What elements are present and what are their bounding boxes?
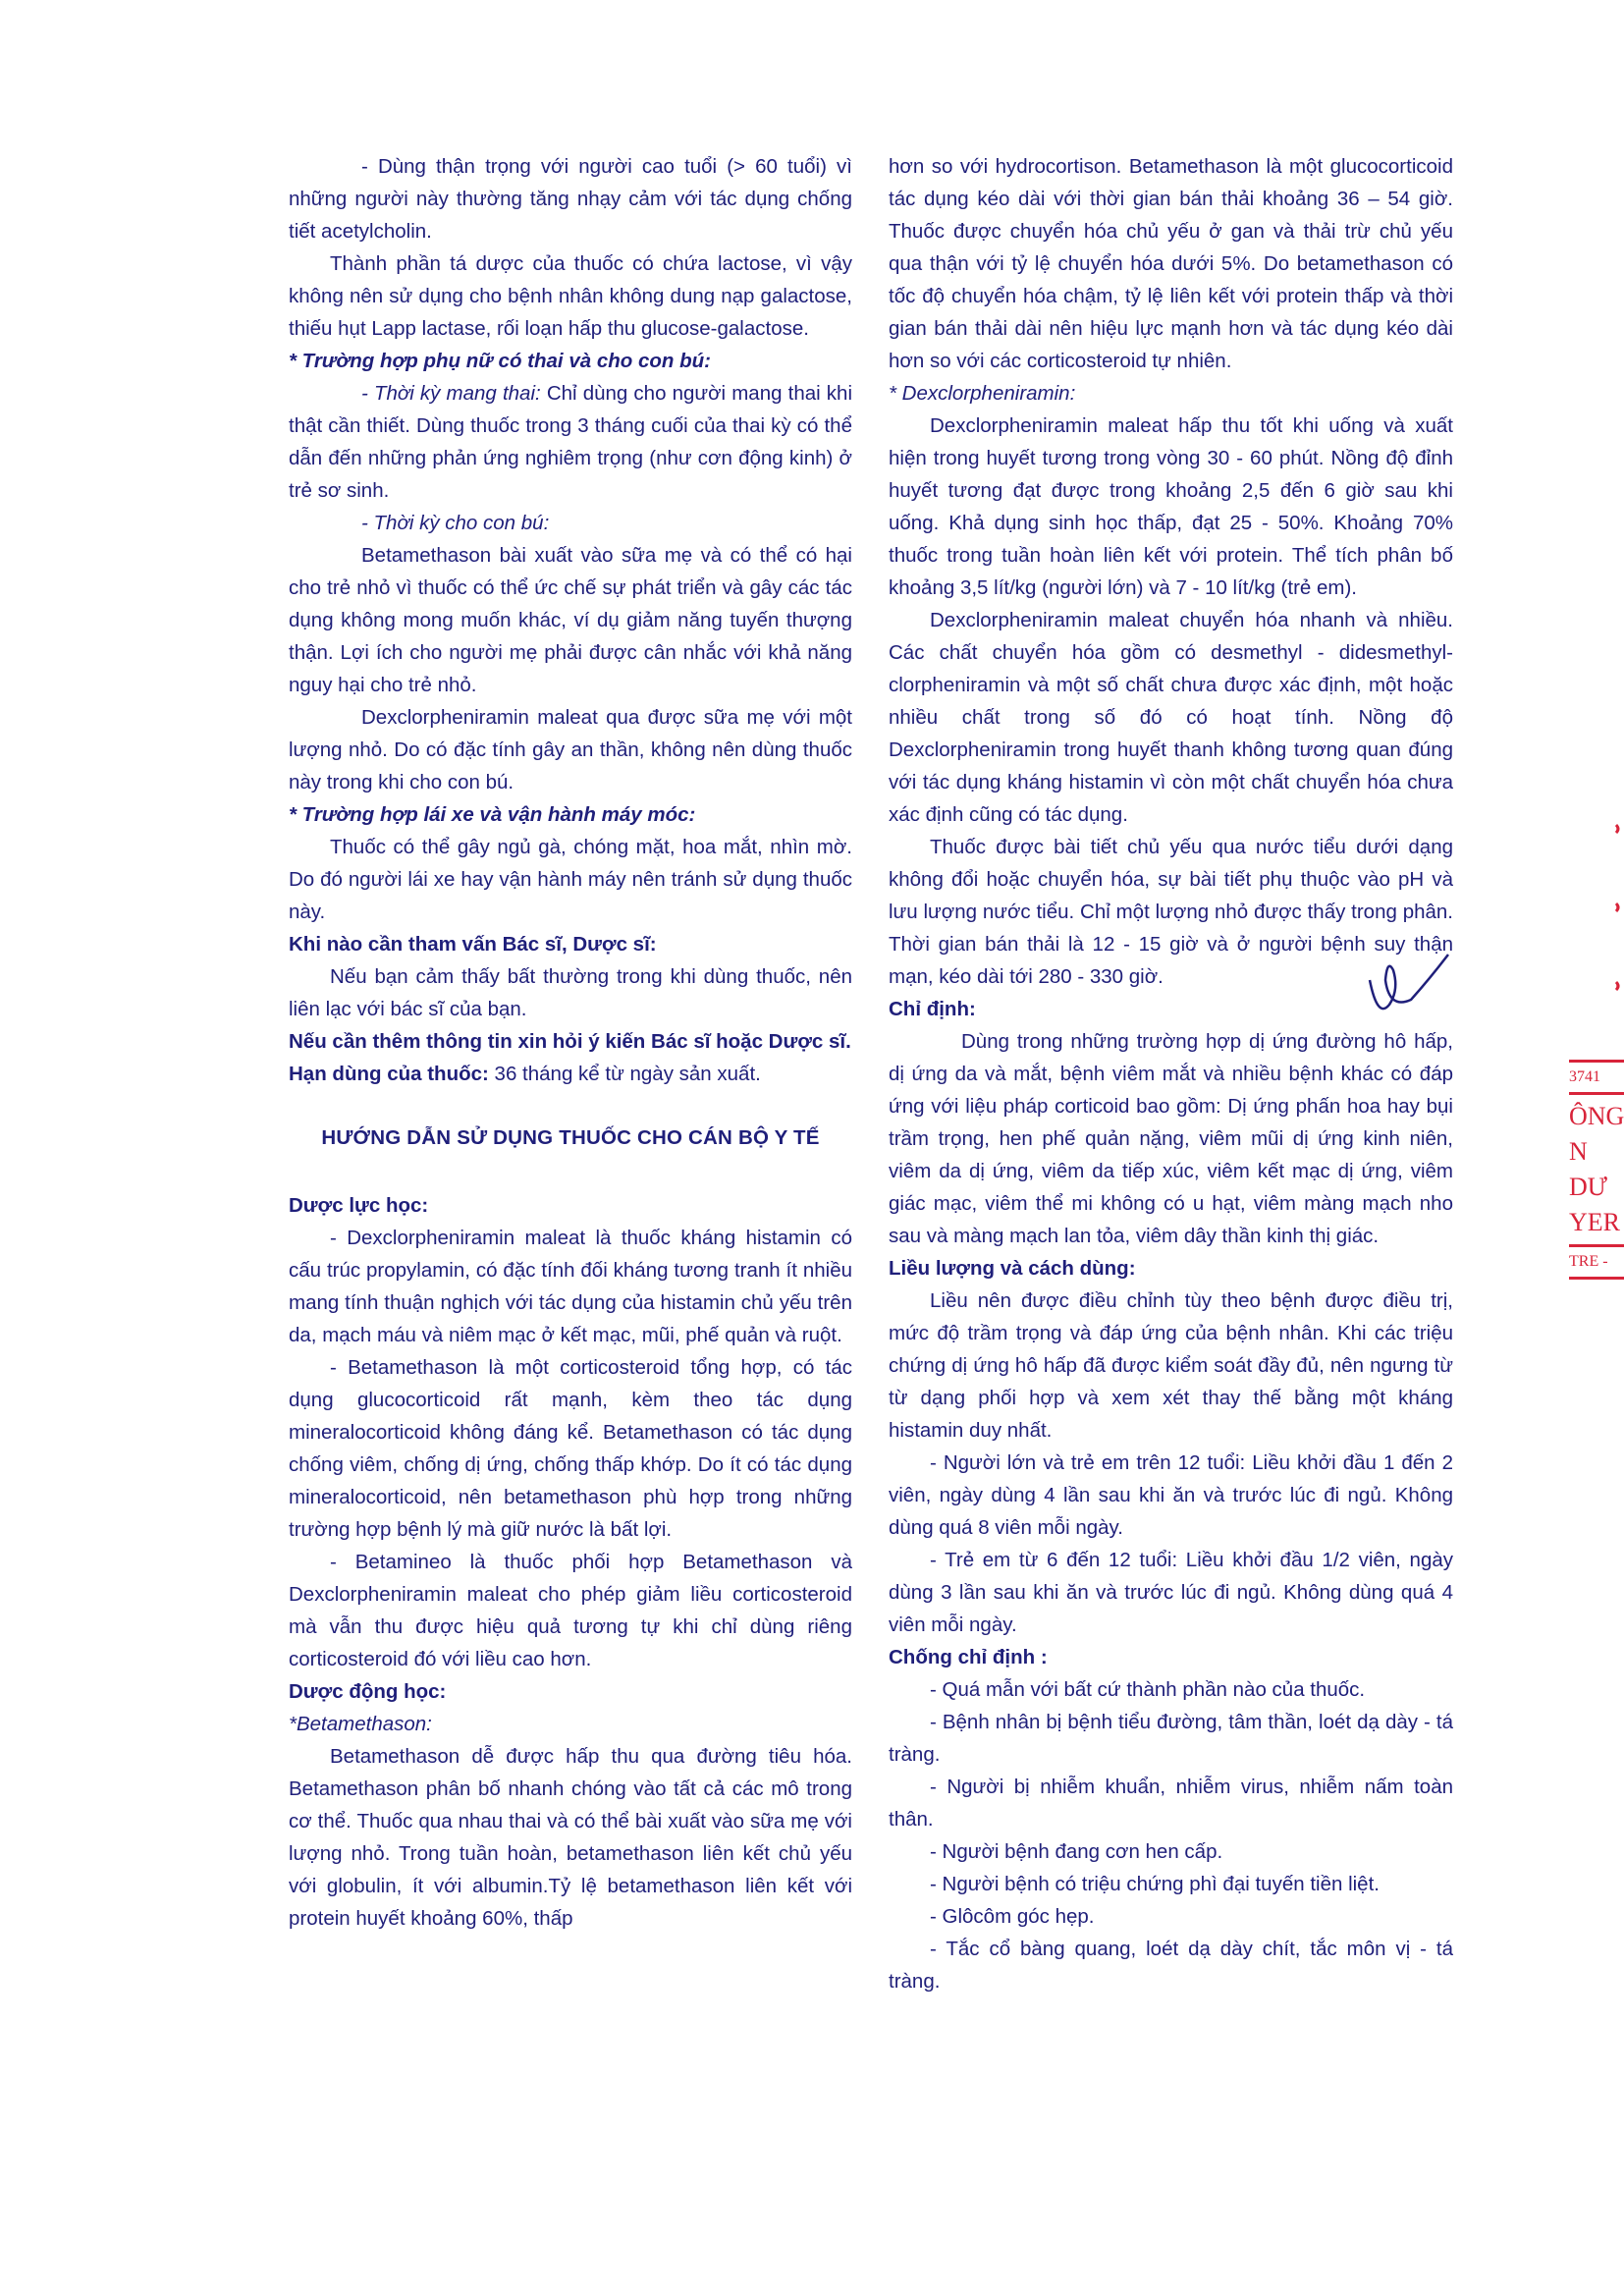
paragraph <box>289 150 852 247</box>
paragraph-text: - Glôcôm góc hẹp. <box>930 1905 1095 1928</box>
paragraph-text: HƯỚNG DẪN SỬ DỤNG THUỐC CHO CÁN BỘ Y TẾ <box>321 1126 820 1149</box>
paragraph <box>889 1285 1453 1447</box>
paragraph-text: * Dexclorpheniramin: <box>889 382 1076 405</box>
section-heading <box>289 928 852 960</box>
paragraph-text: Betamethason dễ được hấp thu qua đường tiêu hóa. Betamethason phân bố nhanh chóng vào tất cả các mô trong cơ thể. Thuốc qua nhau thai và có thể bài xuất vào sữa mẹ với lượng nhỏ. Trong tuần hoàn, betamethason liên kết chủ yếu với globulin, ít với albumin.Tỷ lệ betamethason liên kết với protein huyết khoảng 60%, thấp <box>289 1745 852 1930</box>
paragraph-text: - Người bị nhiễm khuẩn, nhiễm virus, nhiễm nấm toàn thân. <box>889 1776 1453 1831</box>
paragraph-text: Liều lượng và cách dùng: <box>889 1257 1136 1280</box>
stamp-line: TRE - <box>1569 1253 1608 1270</box>
paragraph <box>889 1835 1453 1868</box>
paragraph-text: - Quá mẫn với bất cứ thành phần nào của thuốc. <box>930 1678 1366 1701</box>
left-column <box>289 150 852 1935</box>
section-heading <box>289 1025 852 1058</box>
paragraph-text: Betamethason bài xuất vào sữa mẹ và có thể có hại cho trẻ nhỏ vì thuốc có thể ức chế sự phát triển và gây các tác dụng không mong muốn khác, ví dụ giảm năng tuyến thượng thận. Lợi ích cho người mẹ phải được cân nhắc với khả năng nguy hại cho trẻ nhỏ. <box>289 544 852 696</box>
paragraph-text: - Betamineo là thuốc phối hợp Betamethason và Dexclorpheniramin maleat cho phép giảm liều corticosteroid mà vẫn thu được hiệu quả tương tự khi chỉ dùng riêng corticosteroid đó với liều cao hơn. <box>289 1551 852 1670</box>
paragraph <box>889 1868 1453 1900</box>
section-heading <box>289 1121 852 1154</box>
section-heading <box>289 798 852 831</box>
right-column <box>889 150 1453 1997</box>
stamp-line: YER <box>1569 1208 1620 1236</box>
paragraph-text: Thành phần tá dược của thuốc có chứa lactose, vì vậy không nên sử dụng cho bệnh nhân không dung nạp galactose, thiếu hụt Lapp lactase, rối loạn hấp thu glucose-galactose. <box>289 252 852 340</box>
paragraph-text: Chống chỉ định : <box>889 1646 1048 1668</box>
paragraph <box>289 539 852 701</box>
paragraph <box>289 831 852 928</box>
paragraph <box>289 1351 852 1546</box>
paragraph <box>889 150 1453 377</box>
paragraph-text: Thuốc có thể gây ngủ gà, chóng mặt, hoa mắt, nhìn mờ. Do đó người lái xe hay vận hành máy nên tránh sử dụng thuốc này. <box>289 836 852 923</box>
section-heading <box>289 1189 852 1222</box>
paragraph <box>889 410 1453 604</box>
paragraph <box>289 1708 852 1740</box>
paragraph-text: Dexclorpheniramin maleat hấp thu tốt khi uống và xuất hiện trong huyết tương trong vòng 30 - 60 phút. Nồng độ đỉnh huyết tương đạt được trong khoảng 2,5 đến 6 giờ sau khi uống. Khả dụng sinh học thấp, đạt 25 - 50%. Khoảng 70% thuốc trong tuần hoàn liên kết với protein. Thể tích phân bố khoảng 3,5 lít/kg (người lớn) và 7 - 10 lít/kg (trẻ em). <box>889 414 1453 599</box>
paragraph-lead: Hạn dùng của thuốc: <box>289 1063 489 1085</box>
paragraph-text: - Trẻ em từ 6 đến 12 tuổi: Liều khởi đầu 1/2 viên, ngày dùng 3 lần sau khi ăn và trước lúc đi ngủ. Không dùng quá 4 viên mỗi ngày. <box>889 1549 1453 1636</box>
section-heading <box>289 1675 852 1708</box>
paragraph <box>889 1771 1453 1835</box>
red-mark <box>1610 815 1624 1011</box>
paragraph <box>889 1025 1453 1252</box>
paragraph <box>889 604 1453 831</box>
paragraph-text: - Dexclorpheniramin maleat là thuốc kháng histamin có cấu trúc propylamin, có đặc tính đối kháng tương tranh ít nhiều mang tính thuận nghịch với tác dụng của histamin chủ yếu trên da, mạch máu và niêm mạc ở kết mạc, mũi, phế quản và ruột. <box>289 1227 852 1346</box>
paragraph-text: - Betamethason là một corticosteroid tổng hợp, có tác dụng glucocorticoid rất mạnh, kèm theo tác dụng mineralocorticoid không đáng kể. Betamethason có tác dụng chống viêm, chống dị ứng, chống thấp khớp. Do ít có tác dụng mineralocorticoid, nên betamethason phù hợp trong những trường hợp bệnh lý mà giữ nước là bất lợi. <box>289 1356 852 1541</box>
paragraph-text: Chỉ dùng cho người mang thai khi thật cần thiết. Dùng thuốc trong 3 tháng cuối của thai kỳ có thể dẫn đến những phản ứng nghiêm trọng (như cơn động kinh) ở trẻ sơ sinh. <box>289 382 852 502</box>
paragraph-text: Dexclorpheniramin maleat chuyển hóa nhanh và nhiều. Các chất chuyển hóa gồm có desmethyl - didesmethyl- clorpheniramin và một số chất chưa được xác định, một hoặc nhiều chất trong số đó có hoạt tính. Nồng độ Dexclorpheniramin trong huyết thanh không tương quan đúng với tác dụng kháng histamin vì còn một chất chuyển hóa chưa xác định cũng có tác dụng. <box>889 609 1453 826</box>
section-heading <box>889 1641 1453 1673</box>
paragraph <box>889 1544 1453 1641</box>
paragraph <box>289 247 852 345</box>
paragraph-text: Chỉ định: <box>889 998 976 1020</box>
paragraph-text: Nếu bạn cảm thấy bất thường trong khi dùng thuốc, nên liên lạc với bác sĩ của bạn. <box>289 965 852 1020</box>
paragraph <box>289 1058 852 1090</box>
paragraph-text: - Bệnh nhân bị bệnh tiểu đường, tâm thần, loét dạ dày - tá tràng. <box>889 1711 1453 1766</box>
paragraph-text: Liều nên được điều chỉnh tùy theo bệnh được điều trị, mức độ trầm trọng và đáp ứng của bệnh nhân. Khi các triệu chứng dị ứng hô hấp đã được kiểm soát đầy đủ, nên ngưng từ từ dạng phối hợp và xem xét thay thế bằng một kháng histamin duy nhất. <box>889 1289 1453 1442</box>
paragraph-text: 36 tháng kể từ ngày sản xuất. <box>488 1063 761 1085</box>
paragraph-text: Khi nào cần tham vấn Bác sĩ, Dược sĩ: <box>289 933 657 956</box>
paragraph <box>289 1546 852 1675</box>
paragraph-text: - Người bệnh đang cơn hen cấp. <box>930 1840 1223 1863</box>
paragraph-text: - Dùng thận trọng với người cao tuổi (> 60 tuổi) vì những người này thường tăng nhạy cảm với tác dụng chống tiết acetylcholin. <box>289 155 852 243</box>
paragraph-text: Nếu cần thêm thông tin xin hỏi ý kiến Bác sĩ hoặc Dược sĩ. <box>289 1030 851 1053</box>
paragraph <box>289 1222 852 1351</box>
paragraph-text: Dược động học: <box>289 1680 447 1703</box>
paragraph-text: Dược lực học: <box>289 1194 429 1217</box>
paragraph <box>889 1447 1453 1544</box>
paragraph <box>289 960 852 1025</box>
paragraph <box>889 1706 1453 1771</box>
paragraph-text: Dexclorpheniramin maleat qua được sữa mẹ với một lượng nhỏ. Do có đặc tính gây an thần, không nên dùng thuốc này trong khi cho con bú. <box>289 706 852 793</box>
paragraph <box>289 1740 852 1935</box>
stamp-line: ÔNG <box>1569 1102 1624 1130</box>
stamp-fragment <box>1569 1056 1624 1284</box>
paragraph-text: * Trường hợp lái xe và vận hành máy móc: <box>289 803 696 826</box>
paragraph-text: Thuốc được bài tiết chủ yếu qua nước tiểu dưới dạng không đổi hoặc chuyển hóa, sự bài tiết phụ thuộc vào pH và lưu lượng nước tiểu. Chỉ một lượng nhỏ được thấy trong phân. Thời gian bán thải là 12 - 15 giờ và ở người bệnh suy thận mạn, kéo dài tới 280 - 330 giờ. <box>889 836 1453 988</box>
paragraph <box>889 1900 1453 1933</box>
paragraph-text: *Betamethason: <box>289 1713 432 1735</box>
paragraph-lead: - Thời kỳ mang thai: <box>361 382 541 405</box>
paragraph-text: - Người bệnh có triệu chứng phì đại tuyến tiền liệt. <box>930 1873 1380 1895</box>
paragraph <box>289 701 852 798</box>
signature-mark <box>1360 951 1458 1029</box>
paragraph-text: Dùng trong những trường hợp dị ứng đường hô hấp, dị ứng da và mắt, bệnh viêm mắt và nhiều bệnh khác có đáp ứng với liệu pháp corticoid bao gồm: Dị ứng phấn hoa hay bụi trầm trọng, hen phế quản nặng, viêm mũi dị ứng kinh niên, viêm da dị ứng, viêm da tiếp xúc, viêm kết mạc dị ứng, viêm giác mạc, viêm thể mi không có u hạt, viêm màng mạch nho sau và màng mạch lan tỏa, viêm dây thần kinh thị giác. <box>889 1030 1453 1247</box>
paragraph <box>889 1933 1453 1997</box>
section-heading <box>289 345 852 377</box>
paragraph <box>889 377 1453 410</box>
paragraph <box>889 1673 1453 1706</box>
paragraph-text: - Thời kỳ cho con bú: <box>361 512 550 534</box>
paragraph-text: - Người lớn và trẻ em trên 12 tuổi: Liều khởi đầu 1 đến 2 viên, ngày dùng 4 lần sau khi ăn và trước lúc đi ngủ. Không dùng quá 8 viên mỗi ngày. <box>889 1451 1453 1539</box>
section-heading <box>889 1252 1453 1285</box>
paragraph <box>289 377 852 507</box>
paragraph-text: - Tắc cổ bàng quang, loét dạ dày chít, tắc môn vị - tá tràng. <box>889 1938 1453 1993</box>
paragraph-text: hơn so với hydrocortison. Betamethason là một glucocorticoid tác dụng kéo dài với thời gian bán thải khoảng 36 – 54 giờ. Thuốc được chuyển hóa chủ yếu ở gan và thải trừ chủ yếu qua thận với tỷ lệ chuyển hóa dưới 5%. Do betamethason có tốc độ chuyển hóa chậm, tỷ lệ liên kết với protein thấp và thời gian bán thải dài nên hiệu lực mạnh hơn và tác dụng kéo dài hơn so với các corticosteroid tự nhiên. <box>889 155 1453 372</box>
paragraph-text: * Trường hợp phụ nữ có thai và cho con bú: <box>289 350 711 372</box>
stamp-line: 3741 <box>1569 1068 1600 1085</box>
paragraph <box>289 507 852 539</box>
stamp-line: N DƯ <box>1569 1137 1607 1201</box>
